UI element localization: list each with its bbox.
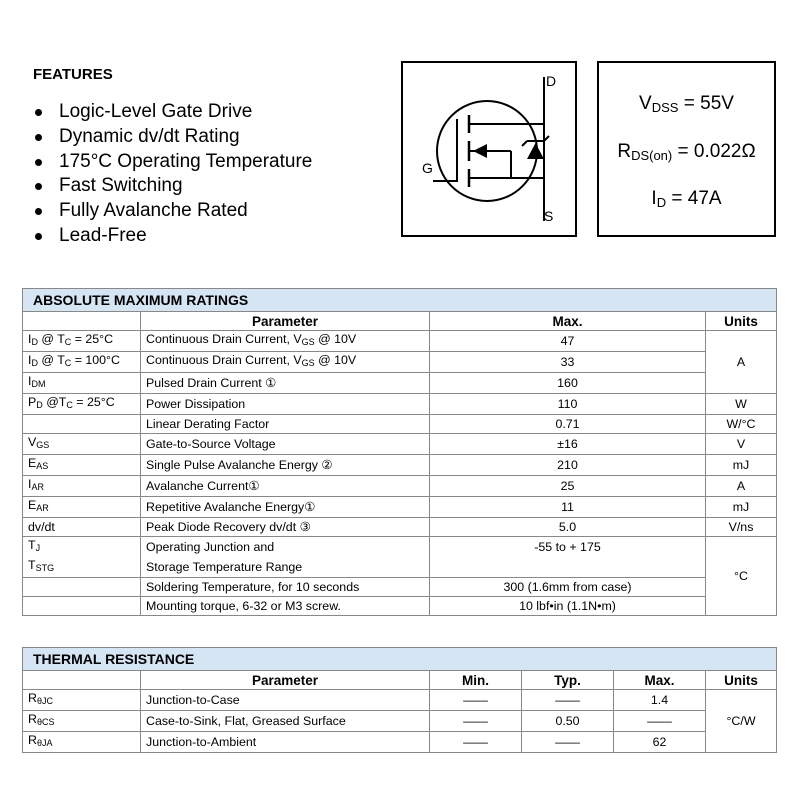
amr-max — [430, 557, 706, 578]
thermal-header-parameter: Parameter — [141, 671, 430, 690]
amr-symbol: $I_{DM}$ — [23, 373, 141, 394]
table-row — [23, 497, 777, 518]
amr-max: 33 — [430, 352, 706, 373]
amr-units: W — [706, 394, 777, 415]
thermal-max: 1.4 — [614, 690, 706, 711]
feature-item: Logic-Level Gate Drive — [33, 100, 312, 125]
thermal-header-min: Min. — [430, 671, 522, 690]
amr-symbol — [23, 578, 141, 597]
thermal-min: —— — [430, 690, 522, 711]
key-specs-box — [597, 61, 776, 237]
amr-max: 10 lbf•in (1.1N•m) — [430, 597, 706, 616]
amr-units: A — [706, 331, 777, 394]
amr-symbol: $I_D$ @ $T_C = 25^\circ C$ — [23, 331, 141, 352]
table-row — [23, 690, 777, 711]
amr-parameter: Single Pulse Avalanche Energy ② — [141, 455, 430, 476]
thermal-symbol: $R_{\theta JA}$ — [23, 732, 141, 753]
thermal-title: THERMAL RESISTANCE — [23, 648, 777, 671]
thermal-typ: —— — [522, 732, 614, 753]
table-row — [23, 455, 777, 476]
feature-item: Fully Avalanche Rated — [33, 199, 312, 224]
amr-parameter: Gate-to-Source Voltage — [141, 434, 430, 455]
spec-id-symbol: I — [651, 188, 657, 209]
feature-item: 175°C Operating Temperature — [33, 150, 312, 175]
spec-id-value: = 47A — [666, 188, 722, 209]
amr-max: 11 — [430, 497, 706, 518]
table-row — [23, 537, 777, 558]
amr-units: V/ns — [706, 518, 777, 537]
amr-max: 160 — [430, 373, 706, 394]
amr-parameter: Avalanche Current① — [141, 476, 430, 497]
thermal-parameter: Junction-to-Ambient — [141, 732, 430, 753]
thermal-min: —— — [430, 711, 522, 732]
amr-units: W/°C — [706, 415, 777, 434]
amr-units: mJ — [706, 497, 777, 518]
thermal-symbol: $R_{\theta CS}$ — [23, 711, 141, 732]
amr-max: 25 — [430, 476, 706, 497]
feature-item: Lead-Free — [33, 224, 312, 249]
amr-header-units: Units — [706, 312, 777, 331]
thermal-header-typ: Typ. — [522, 671, 614, 690]
amr-parameter: Repetitive Avalanche Energy① — [141, 497, 430, 518]
spec-vdss-sub: DSS — [651, 100, 679, 115]
thermal-min: —— — [430, 732, 522, 753]
table-row — [23, 373, 777, 394]
amr-parameter: Peak Diode Recovery dv/dt ③ — [141, 518, 430, 537]
thermal-header-units: Units — [706, 671, 777, 690]
amr-header-parameter: Parameter — [141, 312, 430, 331]
spec-vdss-value: = 55V — [678, 93, 734, 114]
absolute-maximum-ratings-table — [22, 288, 777, 616]
table-row — [23, 434, 777, 455]
amr-header-max: Max. — [430, 312, 706, 331]
amr-symbol: $E_{AS}$ — [23, 455, 141, 476]
amr-max: ±16 — [430, 434, 706, 455]
amr-symbol: $P_D$ $@T_C = 25^\circ C$ — [23, 394, 141, 415]
spec-rds-value: = 0.022Ω — [672, 141, 756, 162]
amr-parameter: Soldering Temperature, for 10 seconds — [141, 578, 430, 597]
thermal-header-symbol — [23, 671, 141, 690]
table-row — [23, 415, 777, 434]
amr-parameter: Continuous Drain Current, $V_{GS}$ @ 10V — [141, 352, 430, 373]
amr-symbol — [23, 415, 141, 434]
amr-parameter: Continuous Drain Current, $V_{GS}$ @ 10V — [141, 331, 430, 352]
thermal-max: 62 — [614, 732, 706, 753]
source-label: S — [544, 208, 554, 224]
amr-max: 0.71 — [430, 415, 706, 434]
amr-parameter: Power Dissipation — [141, 394, 430, 415]
table-row — [23, 557, 777, 578]
amr-symbol: $I_D$ @ $T_C = 100^\circ C$ — [23, 352, 141, 373]
spec-rds-sub: DS(on) — [631, 148, 673, 163]
amr-max: 110 — [430, 394, 706, 415]
gate-label: G — [422, 160, 433, 176]
amr-title: ABSOLUTE MAXIMUM RATINGS — [23, 289, 777, 312]
amr-parameter: Linear Derating Factor — [141, 415, 430, 434]
amr-max: 5.0 — [430, 518, 706, 537]
amr-max: 210 — [430, 455, 706, 476]
spec-vdss — [599, 93, 774, 115]
thermal-typ: 0.50 — [522, 711, 614, 732]
table-row — [23, 394, 777, 415]
drain-label: D — [546, 73, 557, 89]
feature-item: Fast Switching — [33, 174, 312, 199]
thermal-symbol: $R_{\theta JC}$ — [23, 690, 141, 711]
amr-symbol: $T_{STG}$ — [23, 557, 141, 578]
thermal-max: —— — [614, 711, 706, 732]
table-row — [23, 711, 777, 732]
feature-item: Dynamic dv/dt Rating — [33, 125, 312, 150]
amr-symbol: $I_{AR}$ — [23, 476, 141, 497]
spec-id — [599, 188, 774, 210]
amr-units: °C — [706, 537, 777, 616]
table-row — [23, 476, 777, 497]
features-title: FEATURES — [33, 66, 113, 83]
thermal-header-max: Max. — [614, 671, 706, 690]
amr-units: mJ — [706, 455, 777, 476]
table-row — [23, 578, 777, 597]
mosfet-symbol-box — [401, 61, 577, 237]
amr-symbol: dv/dt — [23, 518, 141, 537]
thermal-resistance-table — [22, 647, 777, 753]
spec-id-sub: D — [656, 195, 667, 210]
amr-max: 300 (1.6mm from case) — [430, 578, 706, 597]
spec-rds-on — [599, 141, 774, 163]
amr-header-symbol — [23, 312, 141, 331]
amr-symbol — [23, 597, 141, 616]
table-row — [23, 732, 777, 753]
spec-vdss-symbol: V — [639, 93, 652, 114]
amr-max: -55 to + 175 — [430, 537, 706, 558]
table-row — [23, 597, 777, 616]
amr-units: A — [706, 476, 777, 497]
table-row — [23, 518, 777, 537]
amr-symbol: $T_J$ — [23, 537, 141, 558]
amr-units: V — [706, 434, 777, 455]
features-list — [33, 100, 312, 249]
amr-max: 47 — [430, 331, 706, 352]
thermal-parameter: Junction-to-Case — [141, 690, 430, 711]
spec-rds-symbol: R — [617, 141, 632, 162]
amr-parameter: Pulsed Drain Current ① — [141, 373, 430, 394]
amr-parameter: Storage Temperature Range — [141, 557, 430, 578]
thermal-parameter: Case-to-Sink, Flat, Greased Surface — [141, 711, 430, 732]
amr-symbol: $V_{GS}$ — [23, 434, 141, 455]
table-row — [23, 331, 777, 352]
amr-symbol: $E_{AR}$ — [23, 497, 141, 518]
amr-parameter: Mounting torque, 6-32 or M3 screw. — [141, 597, 430, 616]
thermal-units: °C/W — [706, 690, 777, 753]
table-row — [23, 352, 777, 373]
amr-parameter: Operating Junction and — [141, 537, 430, 558]
thermal-typ: —— — [522, 690, 614, 711]
